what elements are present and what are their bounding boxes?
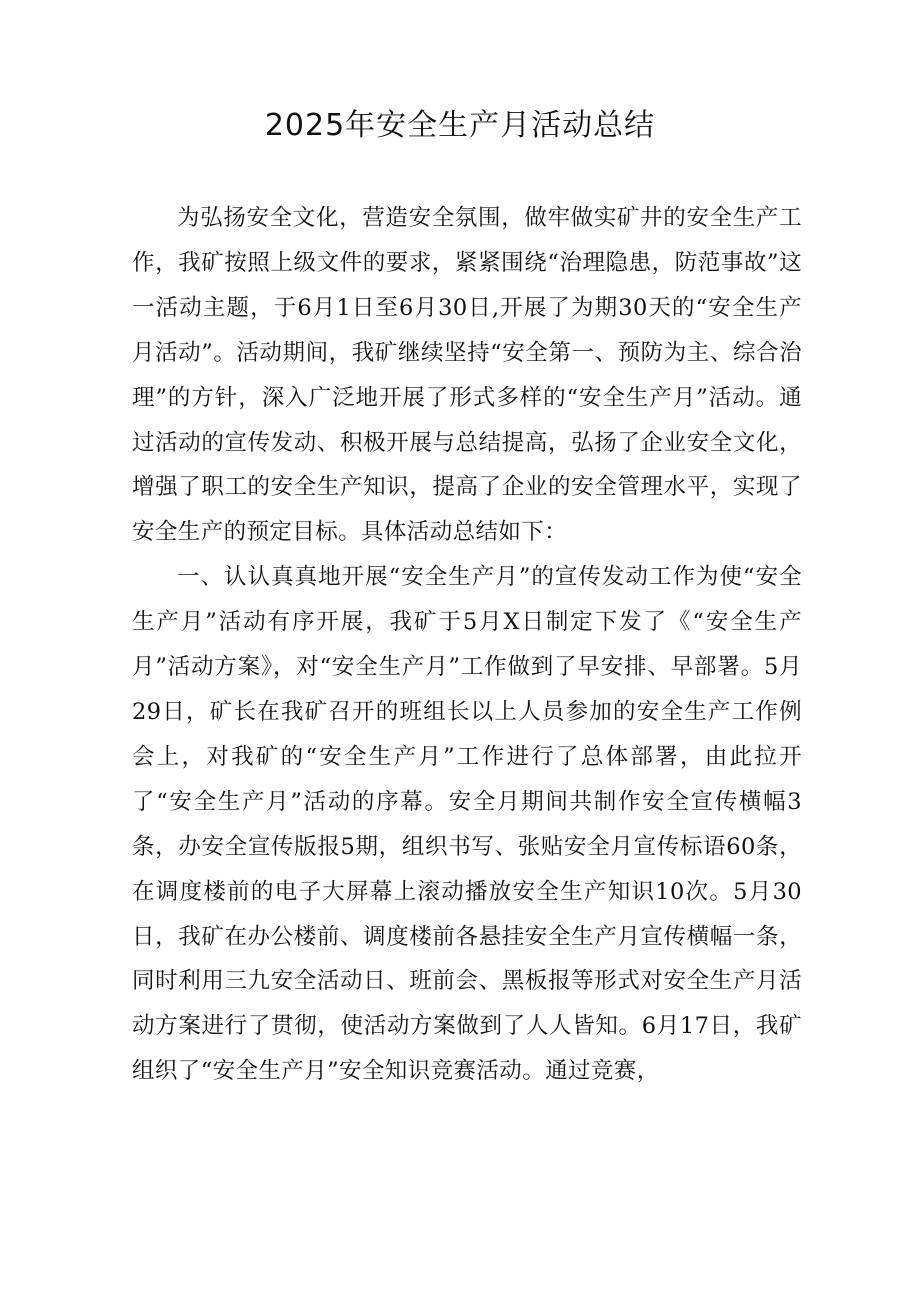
paragraph-section-1: 一、认认真真地开展“安全生产月”的宣传发动工作为使“安全生产月”活动有序开展，我矿于5月X日制定下发了《“安全生产月”活动方案》，对“安全生产月”工作做到了早安排、早部署。5月29日，矿长在我矿召开的班组长以上人员参加的安全生产工作例会上，对我矿的“安全生产月”工作进行了总体部署，由此拉开了“安全生产月”活动的序幕。安全月期间共制作安全宣传横幅3条，办安全宣传版报5期，组织书写、张贴安全月宣传标语60条，在调度楼前的电子大屏幕上滚动播放安全生产知识10次。5月30日，我矿在办公楼前、调度楼前各悬挂安全生产月宣传横幅一条，同时利用三九安全活动日、班前会、黑板报等形式对安全生产月活动方案进行了贯彻，使活动方案做到了人人皆知。6月17日，我矿组织了“安全生产月”安全知识竞赛活动。通过竞赛， xyxy=(132,564,802,1085)
document-body xyxy=(132,196,802,1094)
paragraph-intro: 为弘扬安全文化，营造安全氛围，做牢做实矿井的安全生产工作，我矿按照上级文件的要求，紧紧围绕“治理隐患，防范事故”这一活动主题，于6月1日至6月30日,开展了为期30天的“安全生产月活动”。活动期间，我矿继续坚持“安全第一、预防为主、综合治理”的方针，深入广泛地开展了形式多样的“安全生产月”活动。通过活动的宣传发动、积极开展与总结提高，弘扬了企业安全文化，增强了职工的安全生产知识，提高了企业的安全管理水平，实现了安全生产的预定目标。具体活动总结如下： xyxy=(132,205,802,546)
document-title: 2025年安全生产月活动总结 xyxy=(264,108,656,143)
